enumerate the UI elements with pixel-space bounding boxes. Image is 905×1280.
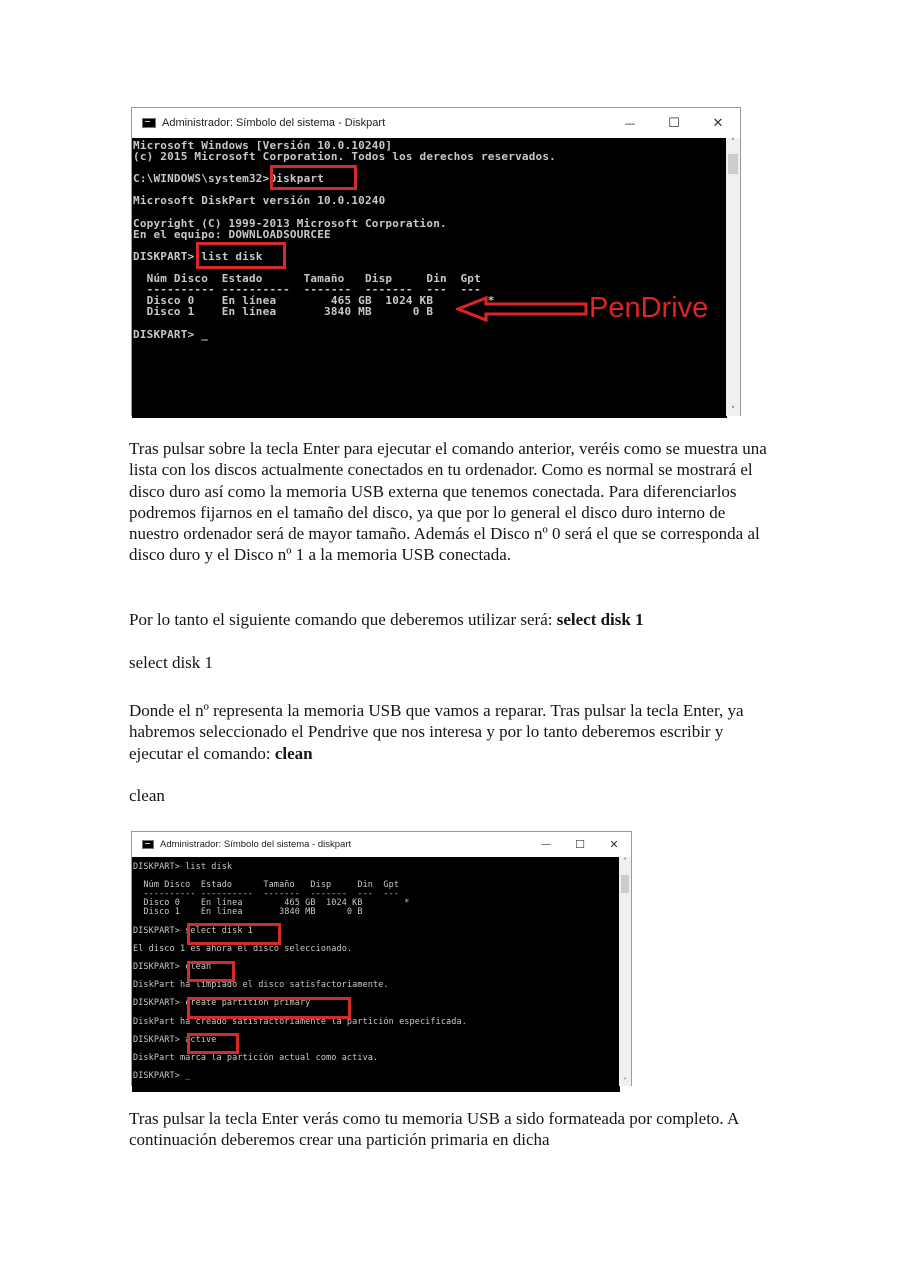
scroll-down-icon[interactable]: ˅ bbox=[730, 406, 736, 416]
scrollbar[interactable] bbox=[619, 857, 631, 1086]
console-line: Microsoft Windows [Versión 10.0.10240] bbox=[133, 139, 393, 152]
console-line: DiskPart ha creado satisfactoriamente la partición especificada. bbox=[133, 1016, 467, 1027]
console-line: Disco 0 En línea 465 GB 1024 KB * bbox=[133, 898, 410, 909]
console-window-2 bbox=[131, 831, 632, 1086]
console-window-1 bbox=[131, 107, 741, 416]
scroll-thumb[interactable] bbox=[621, 875, 629, 893]
command-line-clean: clean bbox=[129, 786, 165, 805]
console-line: Disco 1 En línea 3840 MB 0 B bbox=[133, 907, 363, 918]
arrow-left-icon bbox=[456, 294, 591, 324]
console-line bbox=[133, 1063, 620, 1072]
title-bar bbox=[132, 108, 740, 138]
minimize-button[interactable]: — bbox=[541, 839, 551, 850]
scroll-up-icon[interactable]: ˄ bbox=[730, 138, 736, 148]
cmd-icon bbox=[142, 840, 154, 849]
cmd-icon bbox=[142, 118, 156, 128]
scroll-down-icon[interactable]: ˅ bbox=[623, 1077, 627, 1086]
command-line-select: select disk 1 bbox=[129, 653, 214, 672]
title-bar bbox=[132, 832, 631, 857]
console-line: DISKPART> clean bbox=[133, 962, 212, 973]
console-line: DISKPART> _ bbox=[133, 327, 209, 341]
paragraph-text: Donde el nº representa la memoria USB que vamos a reparar. Tras pulsar la tecla Enter, ya habremos seleccionado el Pendrive que nos interesa y por lo tanto deberemos escribir y ejecutar el comando: bbox=[129, 701, 744, 763]
scroll-thumb[interactable] bbox=[728, 154, 738, 174]
maximize-button[interactable]: ☐ bbox=[668, 115, 680, 131]
console-line: Núm Disco Estado Tamaño Disp Din Gpt bbox=[133, 272, 481, 286]
window-title: Administrador: Símbolo del sistema - Diskpart bbox=[162, 117, 386, 129]
paragraph-text: Por lo tanto el siguiente comando que deberemos utilizar será: bbox=[129, 610, 557, 629]
console-line: DiskPart marca la partición actual como activa. bbox=[133, 1052, 379, 1063]
console-line: Núm Disco Estado Tamaño Disp Din Gpt bbox=[133, 880, 400, 891]
console-output bbox=[132, 138, 727, 418]
paragraph-formatted: Tras pulsar la tecla Enter verás como tu memoria USB a sido formateada por completo. A continuación deberemos crear una partición primaria en dicha bbox=[129, 1109, 739, 1150]
console-line: Disco 1 En línea 3840 MB 0 B bbox=[133, 305, 434, 319]
console-line: DISKPART> list disk bbox=[133, 862, 233, 872]
console-line: DISKPART> _ bbox=[133, 1071, 191, 1082]
console-line: DISKPART> active bbox=[133, 1034, 217, 1045]
pendrive-annotation: PenDrive bbox=[589, 292, 709, 324]
highlight-active bbox=[187, 1033, 239, 1054]
console-line: C:\WINDOWS\system32>Diskpart bbox=[133, 172, 325, 186]
paragraph-next-command bbox=[129, 609, 779, 630]
console-line: Microsoft DiskPart versión 10.0.10240 bbox=[133, 194, 386, 208]
console-line bbox=[133, 207, 727, 218]
console-line: Copyright (C) 1999-2013 Microsoft Corporation. bbox=[133, 216, 447, 230]
console-line: DISKPART> create partition primary bbox=[133, 998, 311, 1009]
close-button[interactable]: ✕ bbox=[712, 115, 724, 131]
highlight-clean bbox=[187, 961, 235, 982]
highlight-select-disk bbox=[187, 923, 281, 945]
console-line: En el equipo: DOWNLOADSOURCEE bbox=[133, 227, 331, 241]
window-title: Administrador: Símbolo del sistema - diskpart bbox=[160, 839, 352, 850]
console-line: DISKPART> list disk bbox=[133, 249, 263, 263]
paragraph-clean bbox=[129, 700, 779, 764]
highlight-diskpart bbox=[270, 165, 357, 190]
maximize-button[interactable]: ☐ bbox=[575, 838, 585, 851]
minimize-button[interactable]: — bbox=[624, 116, 636, 130]
console-line: Disco 0 En línea 465 GB 1024 KB * bbox=[133, 294, 495, 308]
close-button[interactable]: ✕ bbox=[609, 838, 619, 851]
console-line: (c) 2015 Microsoft Corporation. Todos los derechos reservados. bbox=[133, 150, 556, 164]
scrollbar[interactable] bbox=[726, 138, 740, 416]
command-bold: clean bbox=[274, 743, 313, 763]
console-line: ---------- ---------- ------- ------- --- --- bbox=[133, 889, 400, 900]
highlight-create-partition bbox=[187, 997, 351, 1019]
paragraph-intro: Tras pulsar sobre la tecla Enter para ejecutar el comando anterior, veréis como se muestra una lista con los discos actualmente conectados en tu ordenador. Como es normal se mostrará el disco duro así como la memoria USB externa que tenemos conectada. Para diferenciarlos podremos fijarnos en el tamaño del disco, ya que por lo general el disco duro interno de nuestro ordenador será de mayor tamaño. Además el Disco nº 0 será el que se corresponda al disco duro y el Disco nº 1 a la memoria USB conectada. bbox=[129, 439, 767, 565]
console-line: ---------- ---------- ------- ------- --- --- bbox=[133, 283, 481, 297]
console-line: DISKPART> select disk 1 bbox=[133, 925, 254, 936]
highlight-list-disk bbox=[196, 242, 286, 269]
scroll-up-icon[interactable]: ˄ bbox=[623, 857, 627, 866]
console-line: DiskPart ha limpiado el disco satisfactoriamente. bbox=[133, 980, 389, 991]
console-line: El disco 1 es ahora el disco seleccionado. bbox=[133, 943, 353, 954]
command-bold: select disk 1 bbox=[556, 610, 644, 629]
